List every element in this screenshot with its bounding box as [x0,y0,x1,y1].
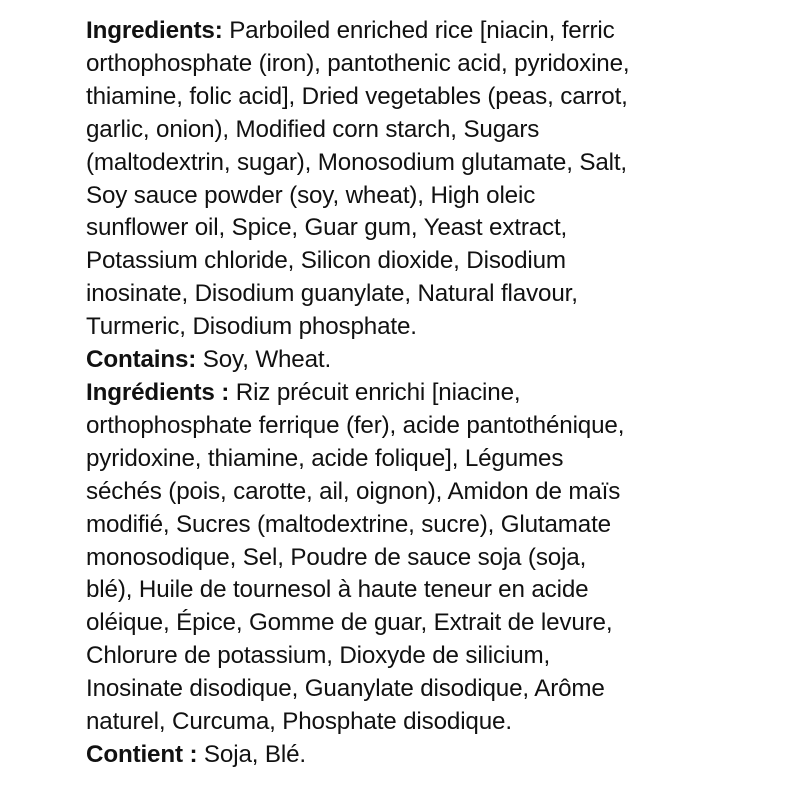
french-ingredients-line: séchés (pois, carotte, ail, oignon), Amidon de maïs [86,477,621,505]
french-contains-text: Soja, Blé. [197,740,306,768]
french-ingredients-line: naturel, Curcuma, Phosphate disodique. [86,708,512,736]
french-ingredients-heading: Ingrédients : [86,378,230,406]
french-ingredients-line: orthophosphate ferrique (fer), acide pantothénique, [86,411,625,439]
french-ingredients-line [86,377,726,410]
english-contains-heading: Contains: [86,346,197,374]
english-ingredients-line: inosinate, Disodium guanylate, Natural flavour, [86,280,578,308]
english-ingredients-line: garlic, onion), Modified corn starch, Sugars [86,115,540,143]
english-ingredients-line: sunflower oil, Spice, Guar gum, Yeast extract, [86,214,568,242]
ingredient-label [86,15,726,772]
english-ingredients-line: (maltodextrin, sugar), Monosodium glutamate, Salt, [86,148,627,176]
english-ingredients-line: Potassium chloride, Silicon dioxide, Disodium [86,247,566,275]
french-ingredients-line: Chlorure de potassium, Dioxyde de silicium, [86,642,551,670]
english-ingredients-text: Parboiled enriched rice [niacin, ferric [222,17,615,44]
french-allergen-line [86,739,726,772]
english-allergen-line [86,344,726,377]
french-ingredients-line: blé), Huile de tournesol à haute teneur en acide [86,576,589,604]
french-ingredients-line: modifié, Sucres (maltodextrine, sucre), Glutamate [86,510,611,538]
english-contains-text: Soy, Wheat. [196,346,332,374]
french-ingredients-text: Riz précuit enrichi [niacine, [229,378,521,406]
english-ingredients-heading: Ingredients: [86,17,223,44]
french-ingredients-line: oléique, Épice, Gomme de guar, Extrait de levure, [86,609,613,637]
french-ingredients-line: monosodique, Sel, Poudre de sauce soja (soja, [86,543,587,571]
english-ingredients-line [86,15,726,48]
english-ingredients-line: Soy sauce powder (soy, wheat), High oleic [86,181,536,209]
french-ingredients-line: pyridoxine, thiamine, acide folique], Légumes [86,444,564,472]
french-ingredients-line: Inosinate disodique, Guanylate disodique, Arôme [86,675,605,703]
english-ingredients-line: orthophosphate (iron), pantothenic acid, pyridoxine, [86,49,630,77]
english-ingredients-line: Turmeric, Disodium phosphate. [86,313,417,341]
french-contains-heading: Contient : [86,740,198,768]
english-ingredients-line: thiamine, folic acid], Dried vegetables (peas, carrot, [86,82,628,110]
